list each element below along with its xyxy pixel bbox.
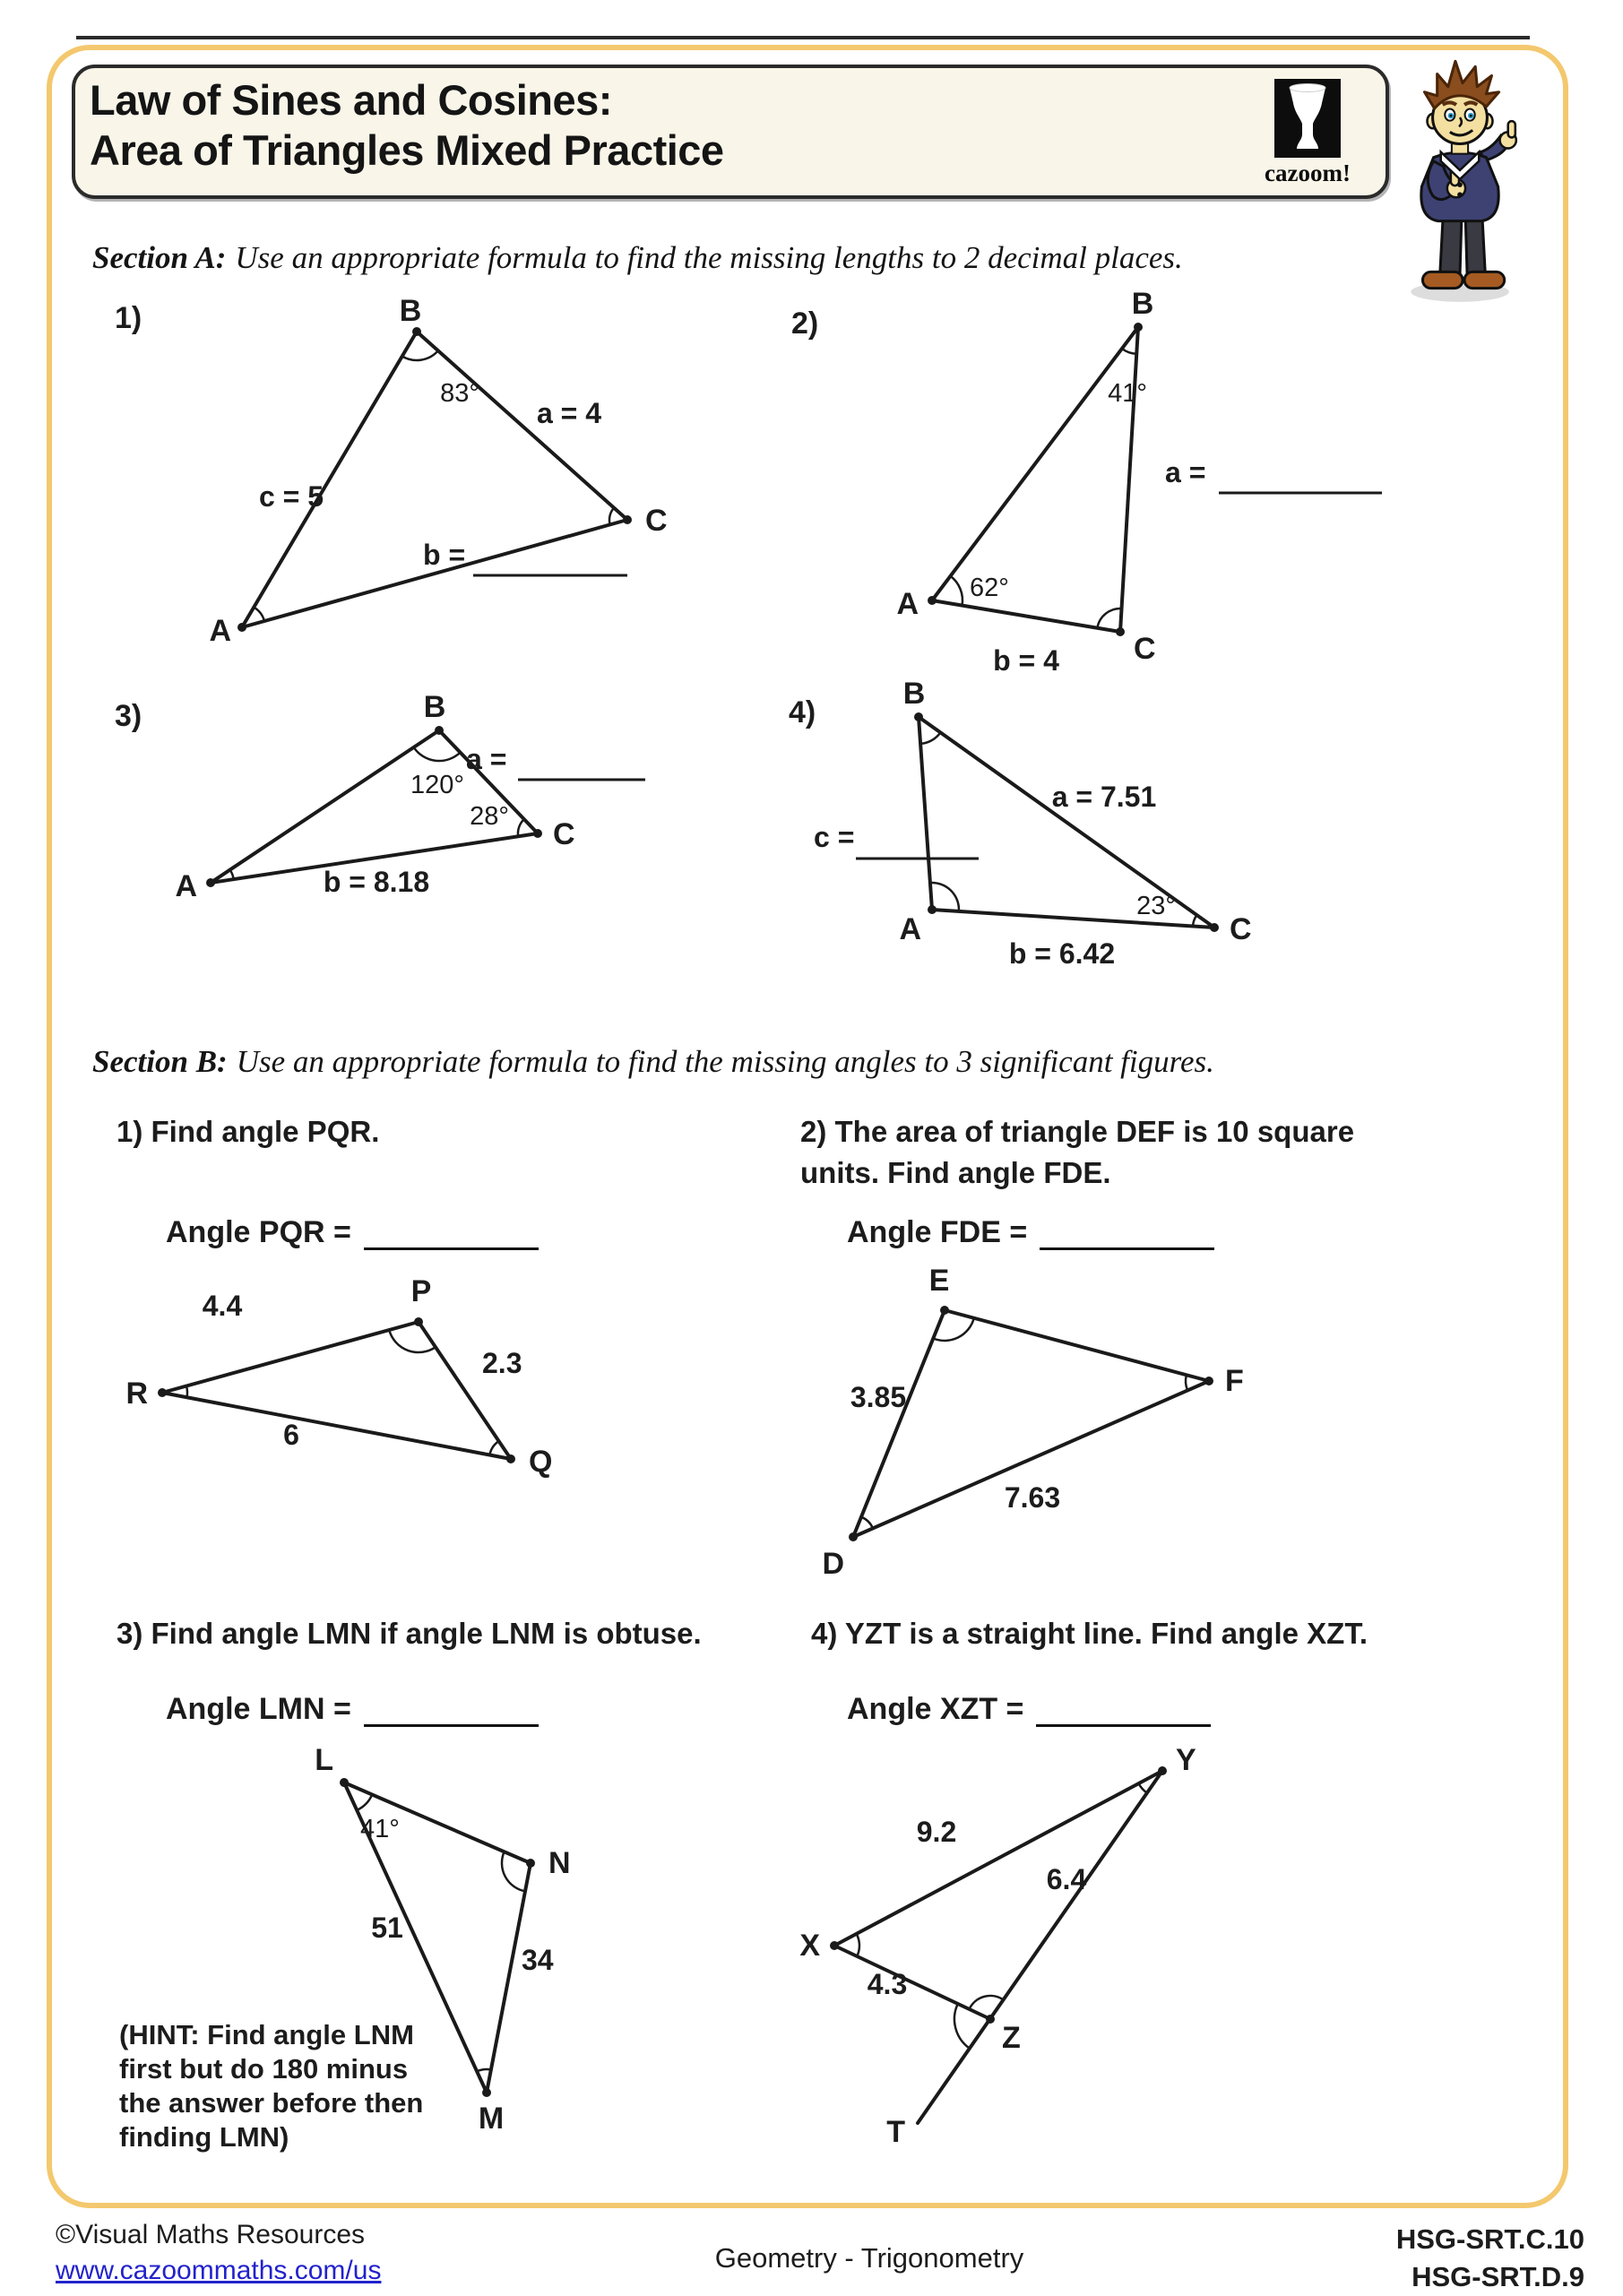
vertex-dot-l [340, 1778, 349, 1787]
section-a-heading [92, 240, 1183, 276]
cazoom-drum-icon [1274, 79, 1341, 158]
footer-left [56, 2217, 381, 2289]
vertex-dot-a [206, 878, 215, 887]
angle-arc-x [857, 1934, 859, 1956]
problem-b2-text-line1: 2) The area of triangle DEF is 10 square [800, 1115, 1355, 1148]
footer-copyright: ©Visual Maths Resources [56, 2220, 366, 2249]
angle-arc-a [254, 608, 264, 621]
vertex-label-c: C [1230, 912, 1252, 946]
side-label-xy: 9.2 [916, 1816, 957, 1848]
figure-triangle-pqr [108, 1273, 717, 1506]
vertex-dot-f [1204, 1377, 1213, 1385]
vertex-label-b: B [423, 690, 446, 724]
figure-triangle-abc-4 [771, 663, 1452, 968]
side-label-b: b = 8.18 [323, 866, 430, 898]
vertex-label-m: M [478, 2102, 505, 2136]
angle-arc-c [518, 819, 524, 836]
vertex-dot-q [506, 1454, 515, 1463]
drum-icon [1274, 79, 1341, 158]
angle-arc-b [1122, 349, 1136, 354]
vertex-dot-a [928, 596, 937, 605]
side-label-xz: 4.3 [867, 1968, 908, 2000]
vertex-dot-x [830, 1941, 839, 1950]
side-label-yz: 6.4 [1046, 1863, 1087, 1895]
vertex-label-c: C [1134, 632, 1156, 666]
angle-arc-c [1097, 609, 1121, 628]
page-title-line1: Law of Sines and Cosines: [90, 76, 612, 124]
problem-b1-text: 1) Find angle PQR. [117, 1115, 380, 1148]
angle-arc-a [951, 576, 963, 606]
problem-b2-text [800, 1111, 1410, 1194]
vertex-dot-d [849, 1532, 858, 1541]
angle-label-l: 41° [360, 1815, 400, 1843]
angle-arc-b [920, 732, 940, 744]
vertex-label-f: F [1225, 1364, 1244, 1398]
vertex-dot-r [158, 1388, 167, 1397]
triangle-lines [242, 332, 627, 627]
side-label-a: a = 4 [536, 397, 602, 429]
angle-arc-xzt [954, 2004, 970, 2049]
section-a-instructions: Use an appropriate formula to find the missing lengths to 2 decimal places. [235, 240, 1183, 275]
vertex-label-p: P [410, 1274, 432, 1308]
blank-label-b: b = [423, 539, 466, 571]
vertex-dot-a [237, 623, 246, 632]
vertex-label-b: B [1131, 287, 1154, 321]
vertex-label-b: B [902, 677, 926, 711]
side-label-df: 7.63 [1004, 1481, 1061, 1514]
vertex-dot-n [526, 1859, 535, 1868]
problem-a2-number: 2) [791, 306, 819, 341]
vertex-dot-b [412, 327, 421, 336]
answer-blank-xzt [1036, 1688, 1211, 1727]
angle-arc-l [357, 1795, 372, 1810]
figure-triangle-abc-1 [108, 296, 717, 663]
figure-triangle-def [780, 1255, 1407, 1586]
hint-text [119, 2018, 531, 2154]
vertex-label-z: Z [1002, 2021, 1021, 2055]
hint-line2: first but do 180 minus [119, 2053, 409, 2085]
mascot-boy [1392, 50, 1528, 306]
vertex-dot-z [986, 2015, 995, 2024]
answer-blank-pqr [364, 1212, 539, 1250]
side-label-rp: 4.4 [202, 1290, 243, 1322]
angle-label-b: 41° [1108, 379, 1147, 408]
vertex-label-e: E [928, 1264, 950, 1298]
footer-standard-code2: HSG-SRT.D.9 [1411, 2261, 1584, 2292]
vertex-label-a: A [175, 869, 197, 903]
answer-label-xzt: Angle XZT = [847, 1692, 1024, 1726]
hint-line4: finding LMN) [119, 2121, 289, 2153]
figure-triangle-abc-3 [108, 690, 753, 959]
blank-label-a: a = [466, 743, 507, 775]
side-label-de: 3.85 [850, 1381, 907, 1413]
vertex-label-y: Y [1176, 1743, 1196, 1777]
side-label-b: b = 6.42 [1008, 937, 1116, 970]
vertex-dot-b [1134, 323, 1143, 332]
footer-url-link[interactable]: www.cazoommaths.com/us [56, 2256, 382, 2285]
angle-arc-q [489, 1441, 498, 1454]
angle-label-b: 120° [410, 771, 464, 799]
answer-line-fde [847, 1212, 1214, 1250]
side-label-b: b = 4 [993, 644, 1059, 677]
hint-line1: (HINT: Find angle LNM [119, 2019, 414, 2050]
vertex-label-a: A [209, 614, 231, 648]
vertex-label-x: X [799, 1929, 820, 1963]
figure-triangle-abc-2 [780, 287, 1398, 681]
triangle-lines [932, 327, 1138, 632]
footer-standards [1299, 2221, 1584, 2296]
blank-label-a: a = [1165, 456, 1206, 488]
vertex-dot-c [623, 515, 632, 524]
vertex-dot-c [533, 829, 542, 838]
top-rule [76, 36, 1530, 39]
drum-top [1290, 84, 1325, 92]
problem-b3-text: 3) Find angle LMN if angle LNM is obtuse. [117, 1617, 702, 1650]
vertex-dot-p [414, 1317, 423, 1326]
answer-blank-lmn [364, 1688, 539, 1727]
vertex-dot-c [1116, 627, 1125, 636]
angle-arc-b [414, 747, 461, 761]
angle-arc-p [389, 1330, 436, 1352]
blank-label-c: c = [814, 821, 855, 853]
vertex-label-n: N [548, 1846, 571, 1880]
answer-label-pqr: Angle PQR = [166, 1215, 351, 1249]
problem-a3-number: 3) [115, 699, 142, 733]
angle-label-c: 23° [1136, 892, 1176, 920]
angle-arc-d [861, 1517, 873, 1529]
cazoom-logo [1258, 77, 1357, 185]
section-a-label: Section A: [92, 240, 227, 275]
angle-arc-r [186, 1386, 187, 1398]
angle-label-b: 83° [440, 379, 479, 408]
answer-line-lmn [166, 1688, 539, 1727]
answer-line-xzt [847, 1688, 1211, 1727]
vertex-dot-y [1158, 1766, 1167, 1775]
vertex-label-a: A [896, 587, 919, 621]
side-label-a: a = 7.51 [1051, 781, 1157, 813]
vertex-label-c: C [645, 504, 668, 538]
vertex-label-l: L [315, 1743, 333, 1777]
section-b-label: Section B: [92, 1044, 228, 1079]
vertex-label-a: A [899, 912, 921, 946]
side-label-nm: 34 [522, 1944, 554, 1976]
hint-line3: the answer before then [119, 2087, 424, 2119]
vertex-dot-a [928, 905, 937, 914]
side-label-rq: 6 [283, 1419, 299, 1451]
page-title [90, 75, 1075, 176]
vertex-dot-c [1210, 923, 1219, 932]
angle-arc-y [1139, 1783, 1147, 1793]
answer-line-pqr [166, 1212, 539, 1250]
answer-label-lmn: Angle LMN = [166, 1692, 351, 1726]
vertex-label-t: T [886, 2115, 905, 2149]
section-b-instructions: Use an appropriate formula to find the missing angles to 3 significant figures. [236, 1044, 1214, 1079]
vertex-label-q: Q [529, 1445, 553, 1479]
problem-a4-number: 4) [789, 695, 816, 729]
figure-xyzt [762, 1743, 1443, 2151]
footer-standard-code1: HSG-SRT.C.10 [1395, 2223, 1584, 2255]
problem-a1-number: 1) [115, 301, 142, 335]
answer-blank-fde [1040, 1212, 1214, 1250]
drum-shape [1290, 84, 1325, 149]
problem-b4-text: 4) YZT is a straight line. Find angle XZT. [811, 1617, 1368, 1650]
vertex-label-b: B [399, 294, 422, 328]
section-b-heading [92, 1044, 1214, 1080]
side-label-lm: 51 [371, 1912, 403, 1944]
vertex-label-r: R [125, 1377, 148, 1411]
triangle-lines [162, 1322, 511, 1459]
figure-lines [834, 1771, 1162, 2123]
side-label-c: c = 5 [258, 480, 324, 513]
vertex-dot-b [435, 726, 444, 735]
vertex-dot-e [940, 1306, 949, 1315]
angle-arc-f [1186, 1375, 1187, 1390]
vertex-label-d: D [822, 1547, 844, 1581]
angle-label-c: 28° [470, 802, 509, 831]
angle-label-a: 62° [970, 574, 1009, 602]
angle-arc-b [402, 350, 438, 360]
vertex-dot-b [914, 712, 923, 721]
cazoom-logo-text: cazoom! [1265, 160, 1351, 186]
page-title-line2: Area of Triangles Mixed Practice [90, 126, 724, 174]
problem-b2-text-line2: units. Find angle FDE. [800, 1156, 1111, 1189]
vertex-label-c: C [553, 817, 575, 851]
footer-subject: Geometry - Trigonometry [714, 2242, 1024, 2274]
answer-label-fde: Angle FDE = [847, 1215, 1028, 1249]
side-label-pq: 2.3 [482, 1347, 522, 1379]
